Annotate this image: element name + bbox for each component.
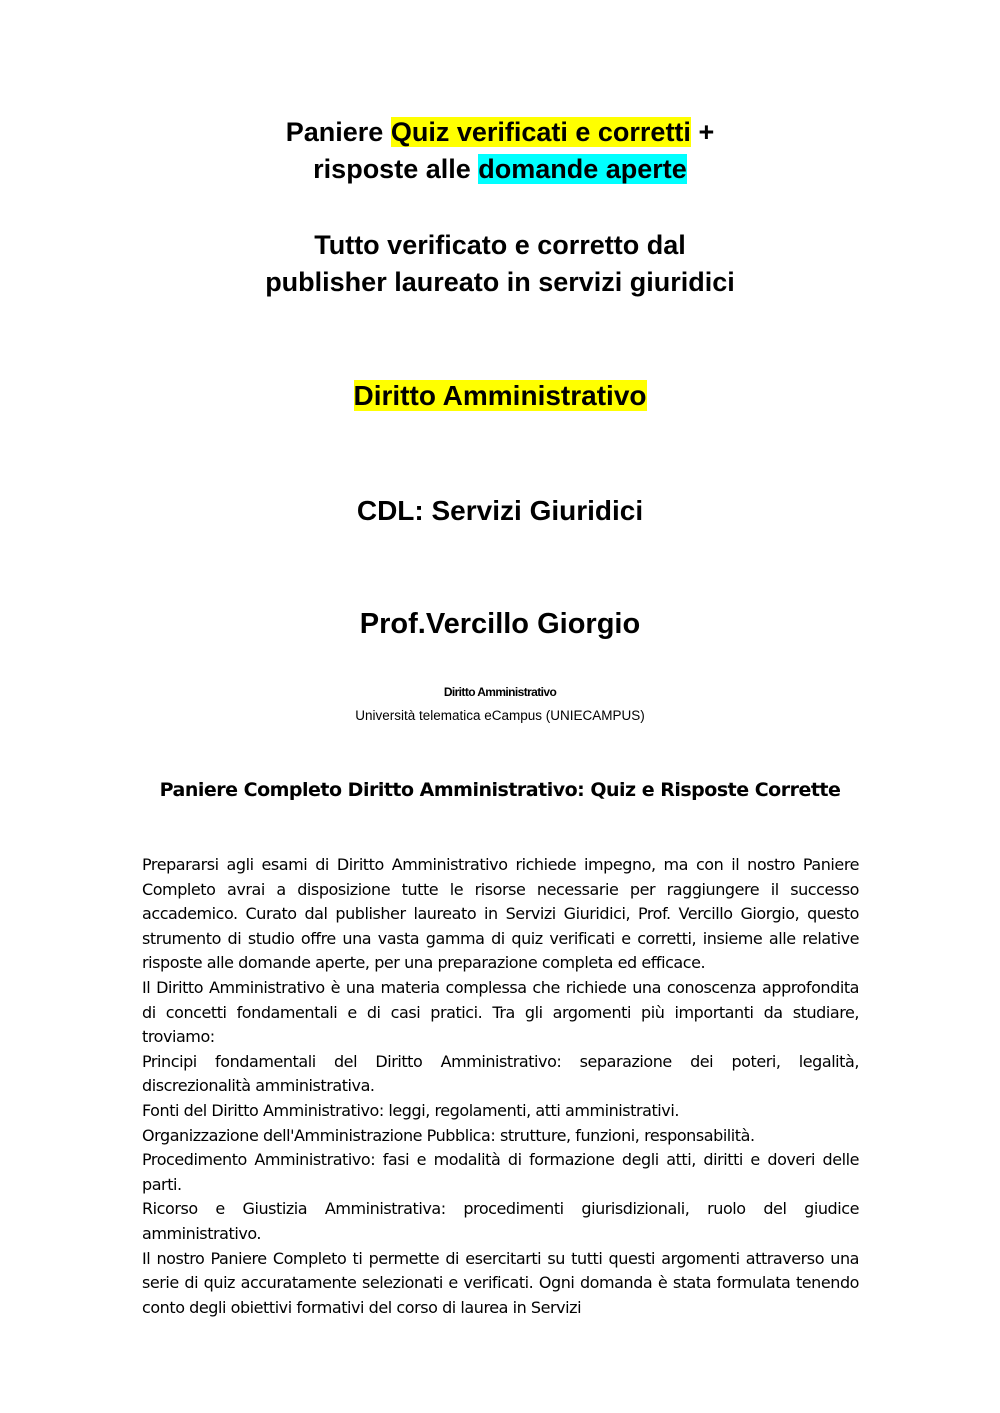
cdl-heading: CDL: Servizi Giuridici bbox=[356, 495, 644, 526]
paragraph: Procedimento Amministrativo: fasi e modalità di formazione degli atti, diritti e doveri delle parti. bbox=[142, 1150, 859, 1194]
title-highlight-quiz: Quiz verificati e corretti bbox=[390, 117, 691, 147]
title-suffix: + bbox=[690, 117, 715, 147]
small-subject-label: Diritto Amministrativo bbox=[443, 685, 557, 699]
title-prefix: Paniere bbox=[285, 117, 391, 147]
verified-line-2: publisher laureato in servizi giuridici bbox=[265, 267, 735, 297]
title-line-1 bbox=[0, 114, 1000, 151]
verified-statement bbox=[0, 227, 1000, 301]
paragraph: Organizzazione dell'Amministrazione Pubblica: strutture, funzioni, responsabilità. bbox=[142, 1125, 755, 1145]
subject-heading bbox=[0, 377, 1000, 415]
paragraph: Il Diritto Amministrativo è una materia complessa che richiede una conoscenza approfondita di concetti fondamentali e di casi pratici. Tra gli argomenti più importanti da studiare, troviamo: bbox=[142, 977, 859, 1047]
paragraph: Il nostro Paniere Completo ti permette di esercitarti su tutti questi argomenti attraverso una serie di quiz accuratamente selezionati e verificati. Ogni domanda è stata formulata tenendo conto degli obiettivi formativi del corso di laurea in Servizi bbox=[142, 1248, 859, 1317]
paragraph: Ricorso e Giustizia Amministrativa: procedimenti giurisdizionali, ruolo del giudice amministrativo. bbox=[142, 1199, 859, 1243]
verified-line-1: Tutto verificato e corretto dal bbox=[314, 230, 686, 260]
body-text bbox=[142, 853, 859, 1320]
document-title bbox=[0, 114, 1000, 188]
paragraph: Prepararsi agli esami di Diritto Amministrativo richiede impegno, ma con il nostro Paniere Completo avrai a disposizione tutte le risorse necessarie per raggiungere il successo accademico. Curato dal publisher laureato in Servizi Giuridici, Prof. Vercillo Giorgio, questo strumento di studio offre una vasta gamma di quiz verificati e corretti, insieme alle relative risposte alle domande aperte, per una preparazione completa ed efficace. bbox=[142, 855, 859, 973]
paragraph: Fonti del Diritto Amministrativo: leggi, regolamenti, atti amministrativi. bbox=[142, 1100, 679, 1120]
section-title: Paniere Completo Diritto Amministrativo: Quiz e Risposte Corrette bbox=[159, 779, 841, 801]
subject-title: Diritto Amministrativo bbox=[353, 380, 647, 411]
professor-heading: Prof.Vercillo Giorgio bbox=[359, 608, 641, 640]
university-label: Università telematica eCampus (UNIECAMPUS) bbox=[355, 708, 645, 723]
paragraph: Principi fondamentali del Diritto Amministrativo: separazione dei poteri, legalità, discrezionalità amministrativa. bbox=[142, 1051, 859, 1096]
title-highlight-open-questions: domande aperte bbox=[478, 154, 687, 184]
title-line-2 bbox=[0, 151, 1000, 188]
title-line-2-prefix: risposte alle bbox=[313, 154, 479, 184]
